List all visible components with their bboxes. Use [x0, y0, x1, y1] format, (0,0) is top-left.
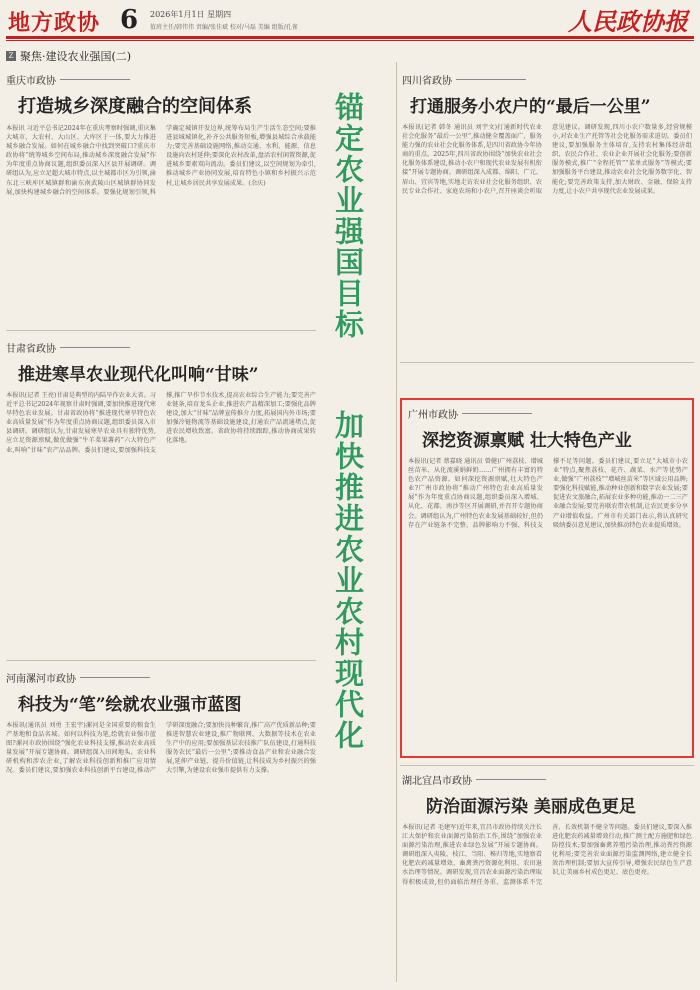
article-body: 本报讯(记者 蔡嘉晓 通讯员 曾健)广州荔枝、增城丝苗米、从化流溪娟鲜奶……广州拥有丰富的特色农产品资源。如何深挖资源禀赋,壮大特色产业?广州市政协将“推动广州特色农业高质量发展”作为年度重点协商议题,组织委员深入增城、从化、花都、南沙等区开展调研,并召开专题协商会。调研组认为,广州特色农业发展基础较好,但仍存在产业链条不完整、品牌影响力不强、科技支撑不足等问题。委员们建议,要立足“大城市小农业”特点,聚焦荔枝、花卉、蔬菜、水产等优势产业,做强“广州荔枝”“增城丝苗米”等区域公用品牌;要强化科技赋能,推动种业创新和数字农业发展;要促进农文旅融合,拓展农业多种功能,推动一二三产业融合发展;要完善联农带农机制,让农民更多分享产业增值收益。广州市有关部门表示,将认真研究吸纳委员意见建议,加快推动特色农业提质增效。	[408, 458, 688, 529]
article-luohe	[6, 670, 316, 990]
slogan-line-2: 加快推进农业农村现代化	[331, 410, 365, 751]
article-guangzhou	[408, 406, 688, 757]
issue-date: 2026年1月1日 星期四	[150, 10, 232, 19]
article-body: 本报讯 习近平总书记2024年在重庆考察时强调,重庆集大城市、大农村、大山区、大库区于一体,要大力推进城乡融合发展。如何在城乡融合中找到突破口?重庆市政协将“统筹城乡空间布局,推动城乡深度融合发展”作为年度重点协商议题,组织委员深入区县开展调研。调研组认为,应立足超大城市特点,以主城都市区为引领,渝东北三峡库区城镇群和渝东南武陵山区城镇群协同发展,加快构建城乡融合的空间体系。要强化规划引领,科学确定城镇开发边界,统筹布局生产生活生态空间;要推进县城城镇化,补齐公共服务短板,增强县城综合承载能力;要完善基础设施网络,推动交通、水利、能源、信息设施向农村延伸;要深化农村改革,盘活农村闲置资源,促进城乡要素双向流动。委员们建议,以空间规划为牵引,推动城乡产业协同发展,培育特色小镇和乡村振兴示范村,让城乡居民共享发展成果。(余庆)	[6, 125, 316, 196]
page-number: 6	[120, 5, 139, 35]
article-headline: 深挖资源禀赋 壮大特色产业	[422, 431, 632, 451]
article-body: 本报讯(通讯员 刘勇 王宏宇)漯河是全国重要的粮食生产基地和食品名城。如何以科技为笔,绘就农业强市蓝图?漯河市政协围绕“强化农业科技支撑,推动农业高质量发展”开展专题协商。调研组深入田间地头、农业科研机构和涉农企业,了解农业科技创新和推广应用情况。委员们建议,要加强农业科技创新平台建设,推动产学研深度融合;要加快良种繁育,推广高产优质新品种;要推进智慧农业建设,推广物联网、大数据等技术在农业生产中的应用;要加强基层农技推广队伍建设,打通科技服务农民“最后一公里”;要推动食品产业和农业融合发展,延伸产业链、提升价值链,让科技成为乡村振兴的强大引擎,为建设农业强市提供有力支撑。	[6, 722, 316, 775]
article-kicker: 河南漯河市政协	[6, 670, 316, 685]
article-kicker: 广州市政协	[408, 406, 688, 421]
section-divider	[400, 765, 694, 766]
article-body: 本报讯(记者 王亮)甘肃是典型的内陆旱作农业大省。习近平总书记2024年视察甘肃时强调,要加快推进现代寒旱特色农业发展。甘肃省政协将“推进现代寒旱特色农业高质量发展”作为年度重点协商议题,组织委员深入市县调研。调研组认为,甘肃发展寒旱农业具有独特优势,应立足资源禀赋,做优做强“牛羊菜果薯药”六大特色产业,叫响“甘味”农产品品牌。委员们建议,要加强科技支撑,推广旱作节水技术,提高农业综合生产能力;要完善产业链条,培育龙头企业,推进农产品精深加工;要强化品牌建设,加大“甘味”品牌宣传推介力度,拓展国内外市场;要加强冷链物流等基础设施建设,打通农产品流通堵点,促进农民增收致富。省政协将持续跟踪,推动协商成果转化落地。	[6, 392, 316, 454]
article-kicker: 湖北宜昌市政协	[402, 772, 692, 787]
article-headline: 防治面源污染 美丽成色更足	[426, 797, 636, 817]
article-headline: 打通服务小农户的“最后一公里”	[410, 97, 651, 117]
slogan-line-1: 锚定农业强国目标	[331, 92, 365, 340]
article-kicker: 甘肃省政协	[6, 340, 316, 355]
masthead-rule-thin	[6, 40, 694, 41]
column-label	[6, 48, 131, 64]
masthead-rule	[6, 36, 694, 39]
column-badge: Z	[6, 51, 16, 61]
staff-credits: 值班主任/韩伟伟 责编/张佳斌 校对/马磊 美编 组版/孔雀	[150, 24, 298, 31]
article-headline: 科技为“笔”绘就农业强市蓝图	[18, 695, 242, 715]
article-sichuan	[402, 72, 692, 373]
section-title: 地方政协	[8, 10, 101, 36]
article-body: 本报讯(记者 毛建军)近年来,宜昌市政协持续关注长江大保护和农业面源污染防治工作,围绕“加强农业面源污染治理,推进农业绿色发展”开展专题协商。调研组深入夷陵、枝江、当阳、秭归等地,实地察看化肥农药减量增效、畜禽粪污资源化利用、农田退水治理等情况。调研发现,宜昌农业面源污染治理取得积极成效,但仍面临治理任务重、监测体系不完善、长效机制不健全等问题。委员们建议,要深入推进化肥农药减量增效行动,推广测土配方施肥和绿色防控技术;要加强畜禽养殖污染治理,推动粪污资源化利用;要完善农业面源污染监测网络,建立健全长效治理机制;要加大宣传引导,增强农民绿色生产意识,让美丽乡村成色更足、底色更亮。	[402, 824, 692, 886]
article-yichang	[402, 772, 692, 983]
column-title: 聚焦·建设农业强国(二)	[20, 50, 132, 63]
article-body: 本报讯(记者 韩冬 通讯员 刘宇文)打通新时代农业社会化服务“最后一公里”,推动健全覆盖面广、服务能力强的农业社会化服务体系,是四川省政协今年协商的重点。2025年,四川省政协围绕“加快农业社会化服务体系建设,推动小农户和现代农业发展有机衔接”开展专题协商。调研组深入成都、绵阳、广元、眉山、宜宾等地,实地走访农业社会化服务组织、农民专业合作社、家庭农场和小农户,召开座谈会听取意见建议。调研发现,四川小农户数量多,经营规模小,对农业生产托管等社会化服务需求迫切。委员们建议,要加强服务主体培育,支持农村集体经济组织、农民合作社、农业企业开展社会化服务;要创新服务模式,推广“全程托管”“菜单式服务”等模式;要加强服务平台建设,推动农业社会化服务数字化、智能化;要完善政策支持,加大财政、金融、保险支持力度,让小农户共享现代农业发展成果。	[402, 124, 692, 195]
article-headline: 打造城乡深度融合的空间体系	[18, 96, 252, 117]
newspaper-logo: 人民政协报	[568, 7, 688, 36]
article-kicker: 四川省政协	[402, 72, 692, 87]
article-headline: 推进寒旱农业现代化叫响“甘味”	[18, 365, 259, 385]
article-gansu	[6, 340, 316, 661]
column-divider	[396, 62, 397, 982]
article-kicker: 重庆市政协	[6, 72, 316, 87]
article-chongqing	[6, 72, 316, 349]
